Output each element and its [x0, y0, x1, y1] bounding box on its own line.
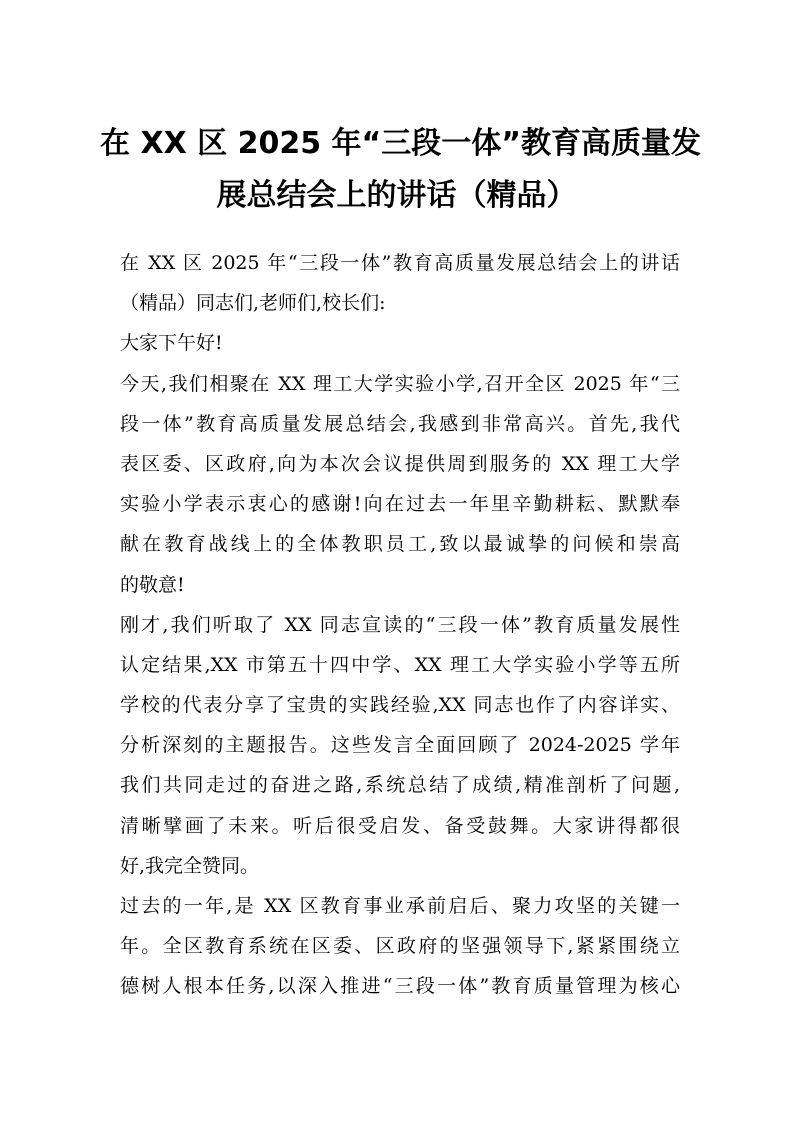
body-line: 在 XX 区 2025 年“三段一体”教育高质量发展总结会上的讲话	[120, 252, 680, 274]
body-line: 学校的代表分享了宝贵的实践经验,XX 同志也作了内容详实、	[120, 694, 680, 717]
body-line: （精品）同志们,老师们,校长们:	[120, 292, 386, 315]
document-title	[100, 118, 701, 222]
body-line: 表区委、区政府,向为本次会议提供周到服务的 XX 理工大学	[120, 452, 680, 475]
body-line: 的敬意!	[120, 573, 185, 596]
body-line: 认定结果,XX 市第五十四中学、XX 理工大学实验小学等五所	[120, 653, 680, 676]
body-line: 段一体”教育高质量发展总结会,我感到非常高兴。首先,我代	[120, 412, 680, 435]
body-line: 今天,我们相聚在 XX 理工大学实验小学,召开全区 2025 年“三	[120, 372, 680, 395]
body-line: 年。全区教育系统在区委、区政府的坚强领导下,紧紧围绕立	[120, 935, 680, 958]
title-line: 在 XX 区 2025 年“三段一体”教育高质量发	[100, 126, 701, 161]
body-line: 过去的一年,是 XX 区教育事业承前启后、聚力攻坚的关键一	[120, 895, 680, 917]
title-line: 展总结会上的讲话（精品）	[216, 178, 577, 213]
body-line: 分析深刻的主题报告。这些发言全面回顾了 2024-2025 学年	[120, 734, 680, 757]
body-line: 献在教育战线上的全体教职员工,致以最诚挚的问候和崇高	[120, 533, 680, 556]
body-line: 我们共同走过的奋进之路,系统总结了成绩,精准剖析了问题,	[120, 774, 680, 797]
body-line: 清晰擘画了未来。听后很受启发、备受鼓舞。大家讲得都很	[120, 814, 680, 837]
document-body	[120, 243, 680, 1007]
body-line: 刚才,我们听取了 XX 同志宣读的“三段一体”教育质量发展性	[120, 613, 680, 636]
body-line: 好,我完全赞同。	[120, 854, 260, 877]
body-line: 德树人根本任务,以深入推进“三段一体”教育质量管理为核心	[120, 975, 680, 998]
body-line: 大家下午好!	[120, 332, 223, 355]
body-line: 实验小学表示衷心的感谢!向在过去一年里辛勤耕耘、默默奉	[120, 493, 680, 516]
